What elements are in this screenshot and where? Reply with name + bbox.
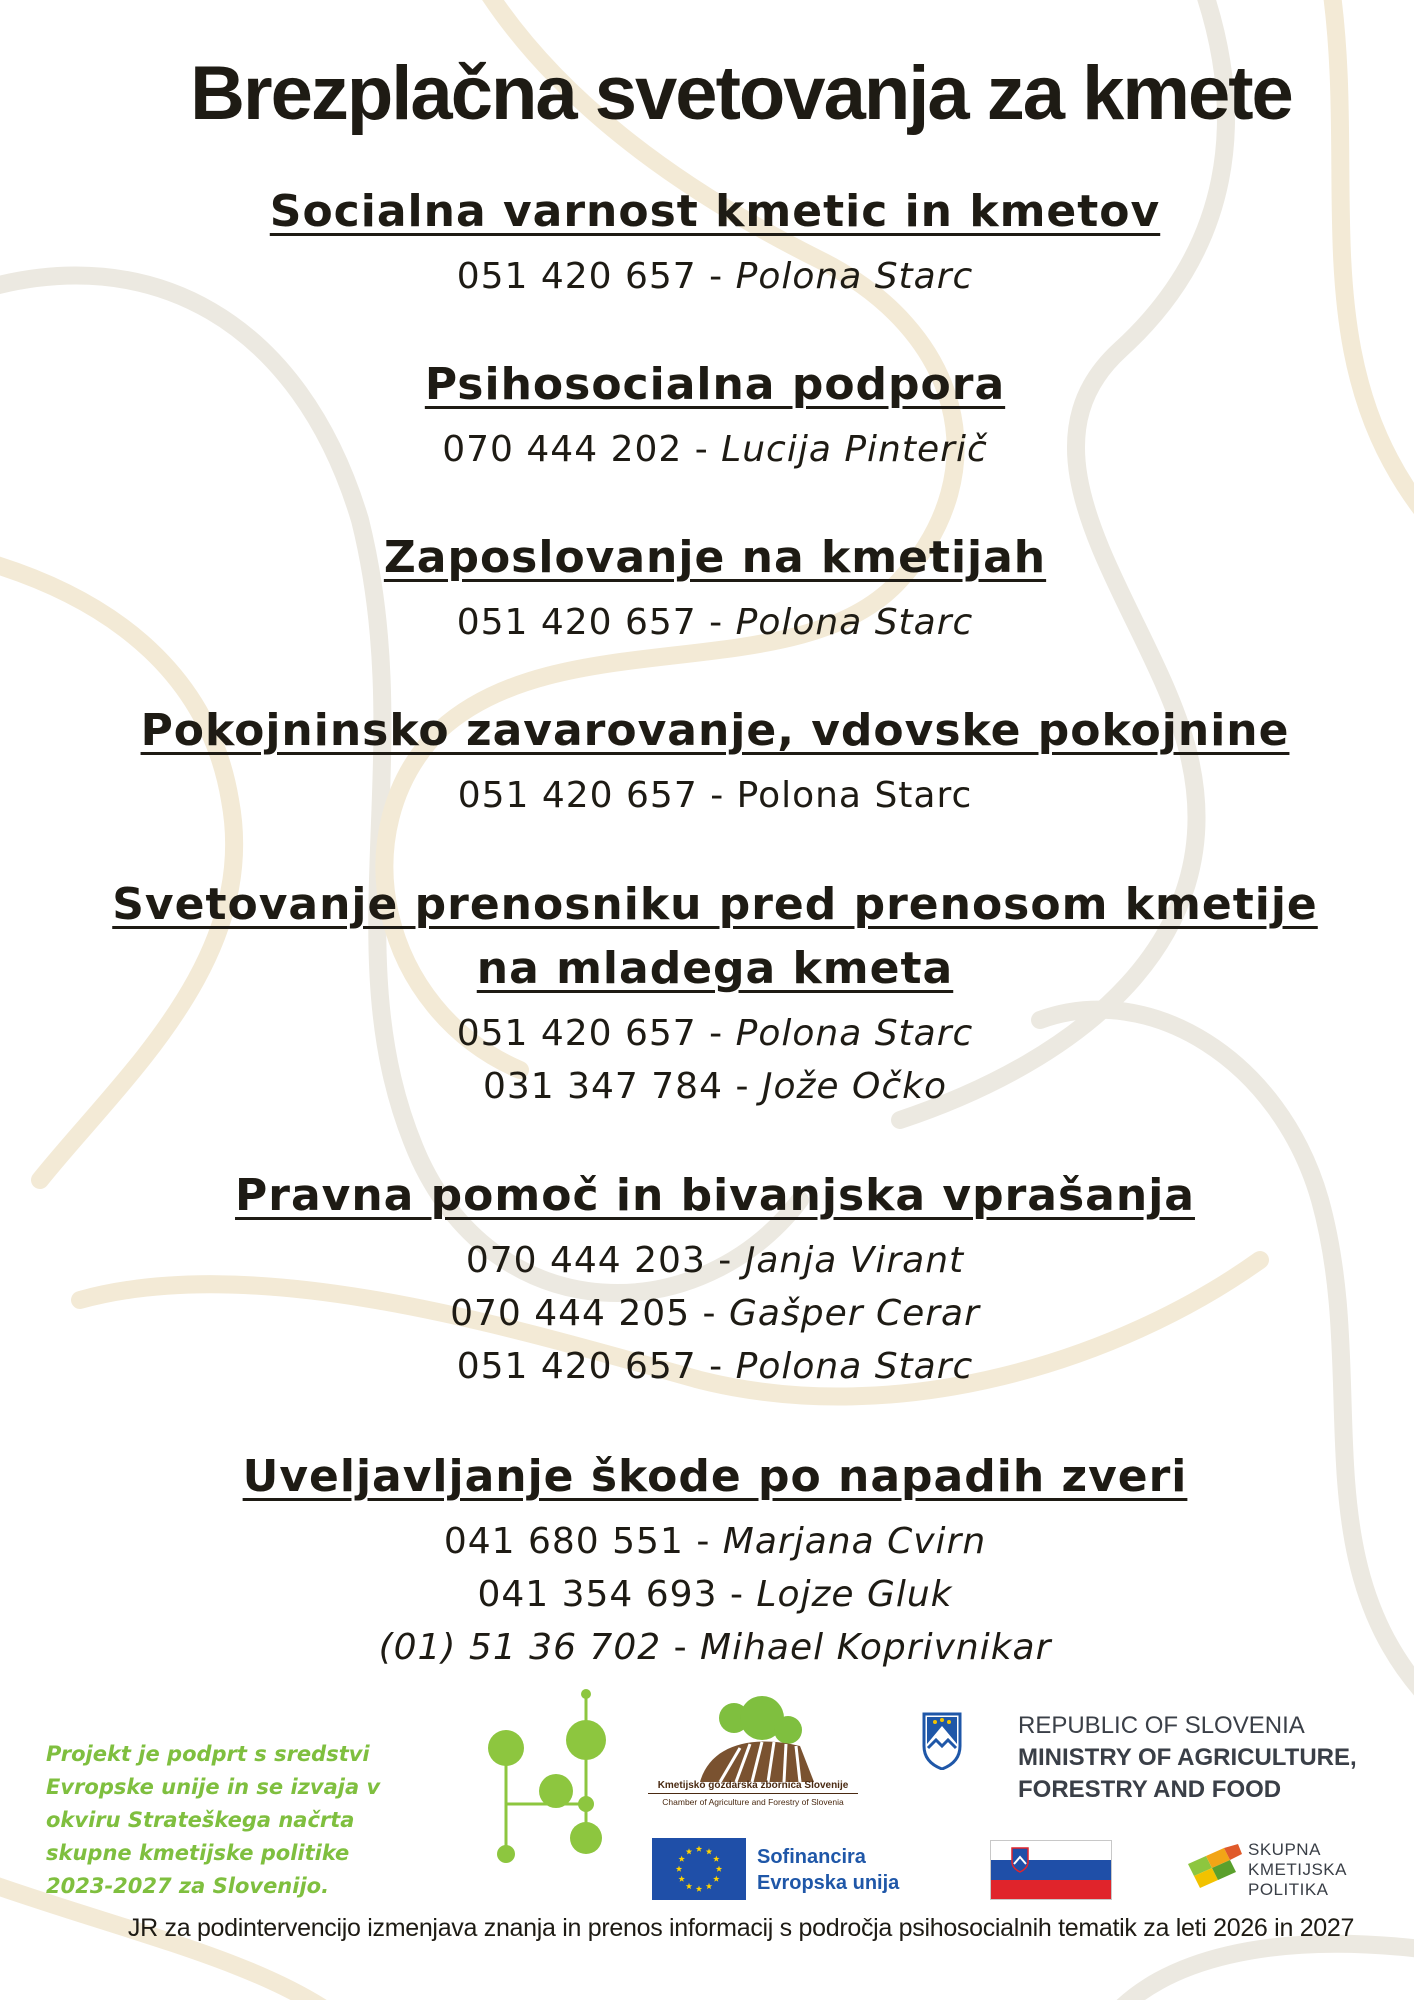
eu-support-text: Projekt je podprt s sredstvi Evropske unije in se izvaja v okviru Strateškega načrta skupne kmetijske politike 2023-2027 za Slovenijo.: [46, 1742, 381, 1898]
contact-name: Polona Starc: [736, 775, 973, 816]
section-heading: Pravna pomoč in bivanjska vprašanja: [235, 1170, 1195, 1221]
section-heading: Svetovanje prenosniku pred prenosom kmetije: [112, 879, 1318, 930]
kgz-name: Kmetijsko gozdarska zbornica Slovenije: [648, 1780, 858, 1794]
section-skoda-zveri: [100, 1445, 1330, 1674]
phone-number: 051 420 657: [457, 775, 698, 816]
section-psihosocialna-podpora: [100, 353, 1330, 476]
kgz-name-block: [648, 1780, 858, 1807]
phone-number: 070 444 205: [450, 1293, 691, 1334]
separator: -: [705, 1240, 745, 1281]
contact-line: [100, 1234, 1330, 1287]
phone-number: 070 444 202: [442, 429, 683, 470]
section-socialna-varnost: [100, 180, 1330, 303]
contact-line: [100, 1515, 1330, 1568]
phone-number: 051 420 657: [456, 1346, 697, 1387]
contact-name: Mihael Koprivnikar: [700, 1627, 1052, 1668]
separator: -: [661, 1627, 701, 1668]
phone-number: 031 347 784: [482, 1066, 723, 1107]
section-heading-line2: na mladega kmeta: [476, 943, 954, 994]
contact-line: [100, 1621, 1330, 1674]
section-heading: Socialna varnost kmetic in kmetov: [269, 186, 1161, 237]
section-pravna-pomoc: [100, 1164, 1330, 1393]
kgz-logo: [690, 1696, 820, 1782]
contact-line: [100, 596, 1330, 649]
phone-number: 041 680 551: [443, 1521, 684, 1562]
contact-name: Gašper Cerar: [729, 1293, 980, 1334]
phone-number: 051 420 657: [456, 256, 697, 297]
phone-number: 051 420 657: [456, 1013, 697, 1054]
phone-number: 070 444 203: [465, 1240, 706, 1281]
eu-label-line-2: Evropska unija: [757, 1872, 900, 1894]
separator: -: [697, 775, 737, 816]
section-heading: Zaposlovanje na kmetijah: [383, 532, 1047, 583]
kgz-name-en: Chamber of Agriculture and Forestry of Slovenia: [662, 1797, 844, 1807]
phone-number: 041 354 693: [477, 1574, 718, 1615]
phone-number: 051 420 657: [456, 602, 697, 643]
slovenia-flag-icon: [990, 1840, 1112, 1900]
skp-logo: [1186, 1844, 1244, 1888]
skp-line-1: SKUPNA: [1248, 1840, 1321, 1859]
contact-name: Polona Starc: [735, 602, 974, 643]
ministry-line-3: FORESTRY AND FOOD: [1018, 1776, 1282, 1803]
contact-line: [100, 1568, 1330, 1621]
section-heading: Psihosocialna podpora: [424, 359, 1006, 410]
ministry-line-1: REPUBLIC OF SLOVENIA: [1018, 1712, 1305, 1739]
contact-name: Lojze Gluk: [756, 1574, 953, 1615]
contact-line: [100, 423, 1330, 476]
eu-flag-icon: [652, 1838, 746, 1900]
contact-line: [100, 769, 1330, 822]
section-zaposlovanje: [100, 526, 1330, 649]
eu-cofinance-label: [757, 1844, 899, 1896]
separator: -: [696, 602, 736, 643]
slovenia-coat-of-arms-icon: [922, 1712, 962, 1770]
phone-number: (01) 51 36 702: [378, 1627, 662, 1668]
section-prenos-kmetije: [100, 873, 1330, 1113]
contact-name: Polona Starc: [735, 1346, 974, 1387]
separator: -: [717, 1574, 757, 1615]
section-heading: Uveljavljanje škode po napadih zveri: [242, 1451, 1188, 1502]
separator: -: [723, 1066, 762, 1107]
section-pokojninsko-zavarovanje: [100, 699, 1330, 822]
contact-name: Polona Starc: [735, 1013, 974, 1054]
separator: -: [690, 1293, 729, 1334]
page-title: Brezplačna svetovanja za kmete: [190, 51, 1292, 136]
separator: -: [696, 1013, 736, 1054]
separator: -: [682, 429, 722, 470]
eu-label-line-1: Sofinancira: [757, 1846, 866, 1868]
contact-line: [100, 250, 1330, 303]
contact-name: Janja Virant: [744, 1240, 965, 1281]
contact-name: Jože Očko: [761, 1066, 948, 1107]
contact-name: Marjana Cvirn: [722, 1521, 987, 1562]
contact-name: Polona Starc: [735, 256, 974, 297]
separator: -: [683, 1521, 723, 1562]
contact-line: [100, 1007, 1330, 1060]
ministry-name: [1018, 1710, 1357, 1806]
ministry-line-2: MINISTRY OF AGRICULTURE,: [1018, 1744, 1357, 1771]
contact-line: [100, 1340, 1330, 1393]
separator: -: [696, 1346, 736, 1387]
skp-line-2: KMETIJSKA: [1248, 1860, 1347, 1879]
section-heading: Pokojninsko zavarovanje, vdovske pokojnine: [140, 705, 1290, 756]
tender-reference: JR za podintervencijo izmenjava znanja in prenos informacij s področja psihosocialnih tematik za leti 2026 in 2027: [127, 1914, 1355, 1942]
contact-line: [100, 1060, 1330, 1113]
contact-line: [100, 1287, 1330, 1340]
molecule-logo: [482, 1688, 622, 1866]
skp-name: [1248, 1840, 1347, 1900]
skp-line-3: POLITIKA: [1248, 1880, 1329, 1899]
contact-name: Lucija Pinterič: [721, 429, 988, 470]
separator: -: [696, 256, 736, 297]
